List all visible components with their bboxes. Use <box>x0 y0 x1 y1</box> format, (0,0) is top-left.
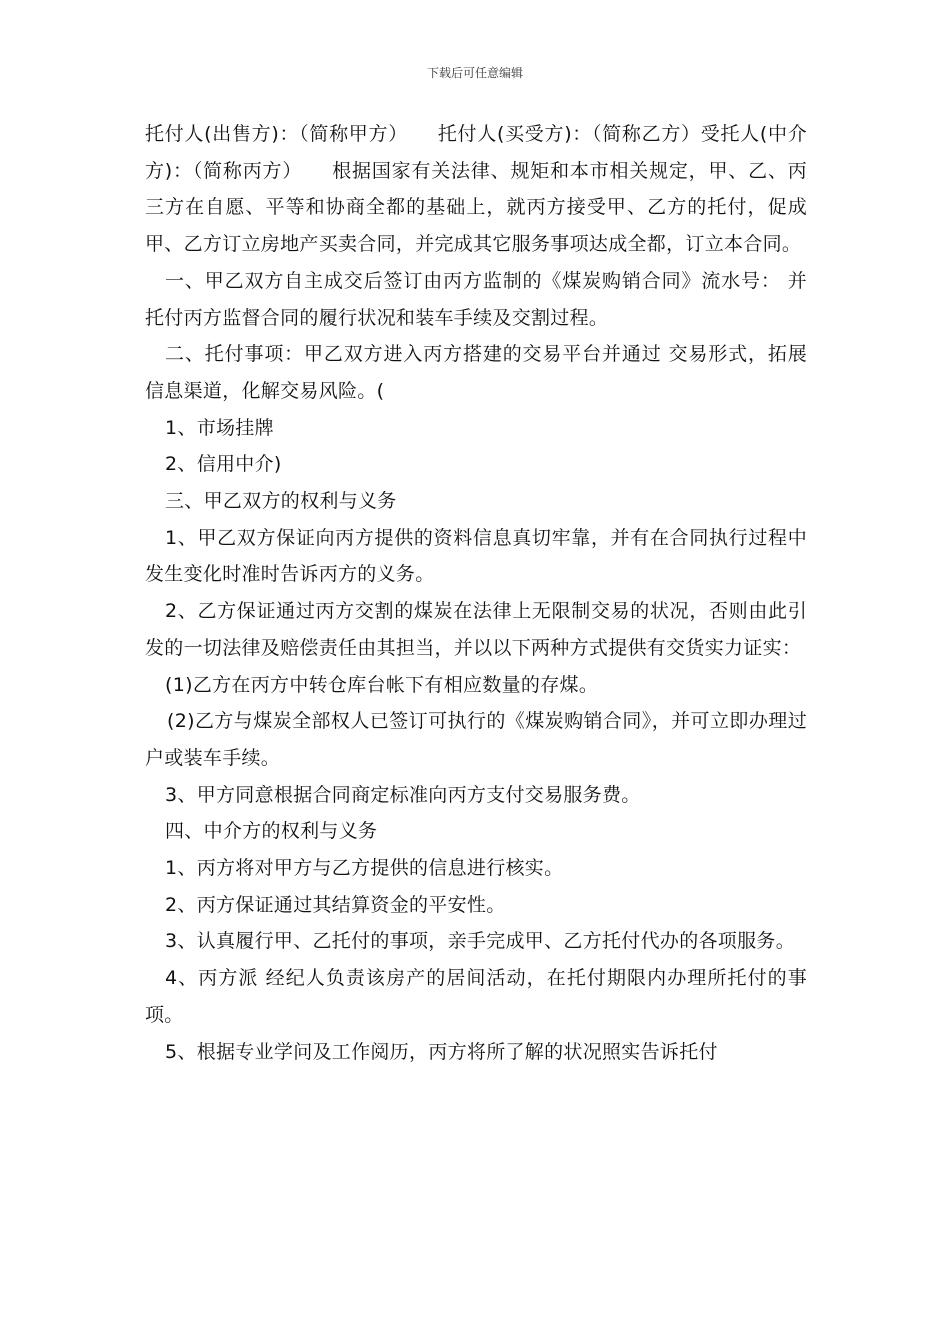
paragraph: 二、托付事项：甲乙双方进入丙方搭建的交易平台并通过 交易形式，拓展信息渠道，化解交易风险。( <box>145 343 807 402</box>
document-body <box>145 116 807 1070</box>
paragraph: 三、甲乙双方的权利与义务 <box>165 490 397 513</box>
paragraph: 2、信用中介) <box>165 453 282 476</box>
paragraph: (1)乙方在丙方中转仓库台帐下有相应数量的存煤。 <box>165 673 599 696</box>
paragraph: 1、市场挂牌 <box>165 416 274 439</box>
paragraph: 5、根据专业学问及工作阅历，丙方将所了解的状况照实告诉托付 <box>165 1040 718 1063</box>
page-header: 下载后可任意编辑 <box>426 66 523 80</box>
paragraph: 四、中介方的权利与义务 <box>165 820 378 843</box>
paragraph: 2、乙方保证通过丙方交割的煤炭在法律上无限制交易的状况，否则由此引发的一切法律及赔偿责任由其担当，并以以下两种方式提供有交货实力证实： <box>145 600 807 659</box>
paragraph: 4、丙方派 经纪人负责该房产的居间活动，在托付期限内办理所托付的事项。 <box>145 967 807 1026</box>
paragraph: 托付人(出售方)：（简称甲方） 托付人(买受方)：（简称乙方）受托人(中介方)：（简称丙方） 根据国家有关法律、规矩和本市相关规定，甲、乙、丙三方在自愿、平等和协商全都的基础上，就丙方接受甲、乙方的托付，促成甲、乙方订立房地产买卖合同，并完成其它服务事项达成全都，订立本合同。 <box>145 123 807 256</box>
paragraph: (2)乙方与煤炭全部权人已签订可执行的《煤炭购销合同》，并可立即办理过户或装车手续。 <box>145 710 807 769</box>
paragraph: 3、甲方同意根据合同商定标准向丙方支付交易服务费。 <box>165 783 641 806</box>
paragraph: 一、甲乙双方自主成交后签订由丙方监制的《煤炭购销合同》流水号： 并托付丙方监督合同的履行状况和装车手续及交割过程。 <box>145 269 807 329</box>
paragraph: 3、认真履行甲、乙托付的事项，亲手完成甲、乙方托付代办的各项服务。 <box>165 930 795 953</box>
paragraph: 1、甲乙双方保证向丙方提供的资料信息真切牢靠，并有在合同执行过程中发生变化时准时告诉丙方的义务。 <box>145 526 807 586</box>
paragraph: 2、丙方保证通过其结算资金的平安性。 <box>165 893 506 916</box>
paragraph: 1、丙方将对甲方与乙方提供的信息进行核实。 <box>165 857 564 880</box>
